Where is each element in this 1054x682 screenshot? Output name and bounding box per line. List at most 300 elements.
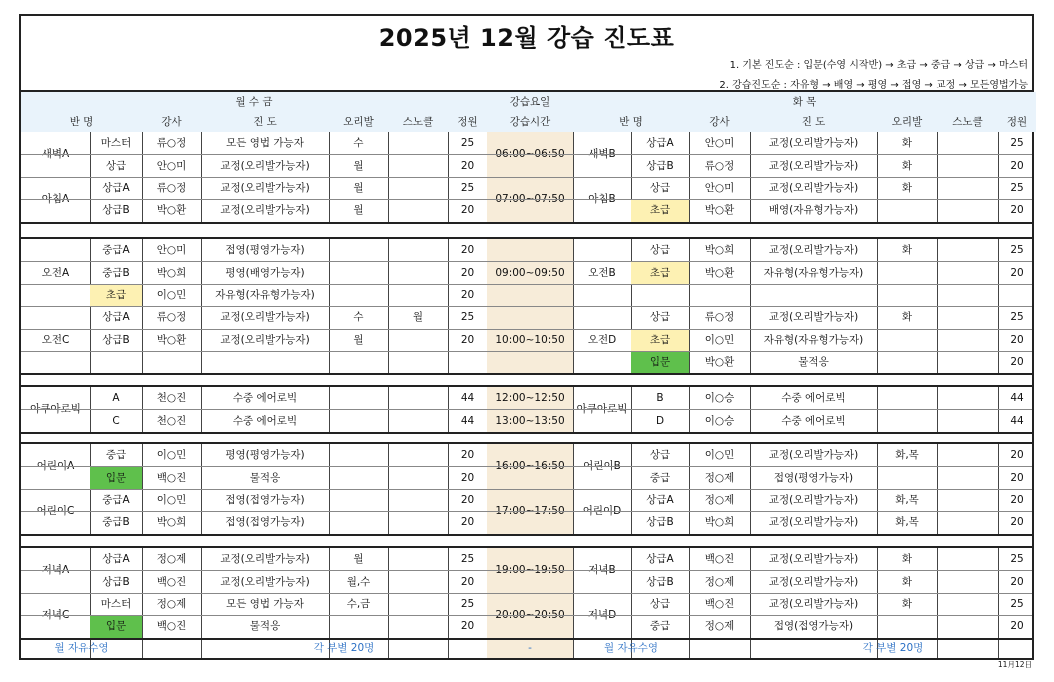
progress-cell: 접영(접영가능자) [225, 493, 305, 506]
level-cell: 입문 [90, 466, 142, 488]
instructor-cell: 이○민 [156, 449, 187, 462]
fins-cell: 화 [901, 244, 913, 257]
time-cell: 17:00~17:50 [487, 489, 573, 534]
capacity-cell: 20 [1010, 516, 1024, 529]
class-name-cell: 저녁A [41, 564, 70, 577]
level-cell: 상급A [646, 137, 674, 150]
instructor-cell: 류○정 [156, 137, 187, 150]
level-cell: 마스터 [100, 137, 132, 150]
capacity-cell: 20 [1010, 333, 1024, 346]
row-divider [21, 284, 1032, 285]
level-cell [631, 284, 689, 306]
row-divider [21, 177, 1032, 178]
capacity-cell: 25 [1010, 181, 1024, 194]
instructor-cell: 이○승 [704, 392, 735, 405]
instructor-cell: 박○희 [704, 516, 735, 529]
progress-cell: 교정(오리발가능자) [768, 493, 859, 506]
time-cell: 19:00~19:50 [487, 548, 573, 593]
level-cell: 상급B [102, 204, 130, 217]
fins-cell: 화 [901, 575, 913, 588]
fins-cell: 월 [353, 333, 364, 346]
fins-cell [329, 284, 388, 306]
fins-cell [329, 615, 388, 637]
level-cell [90, 351, 142, 373]
level-cell: 마스터 [100, 597, 132, 610]
snorkel-cell [388, 177, 448, 199]
fins-cell: 화 [901, 553, 913, 566]
level-cell: 초급 [90, 284, 142, 306]
progress-cell: 교정(오리발가능자) [768, 311, 859, 324]
column-header: 강사 [689, 112, 750, 132]
instructor-cell: 백○진 [704, 597, 735, 610]
progress-cell: 교정(오리발가능자) [768, 575, 859, 588]
snorkel-cell [937, 409, 998, 431]
progress-cell: 교정(오리발가능자) [768, 244, 859, 257]
instructor-cell: 박○환 [704, 204, 735, 217]
progress-cell: 교정(오리발가능자) [768, 516, 859, 529]
time-cell: 16:00~16:50 [487, 444, 573, 489]
instructor-cell: 류○정 [704, 311, 735, 324]
instructor-cell: 백○진 [156, 620, 187, 633]
level-cell: 중급 [649, 471, 671, 484]
fins-cell [329, 511, 388, 533]
snorkel-cell [937, 444, 998, 466]
time-cell: 06:00~06:50 [487, 132, 573, 177]
class-name-cell: 오전A [41, 266, 70, 279]
class-name-cell: 아쿠아로빅 [30, 403, 81, 416]
capacity-cell: 20 [460, 449, 475, 462]
progress-cell: 수중 에어로빅 [781, 414, 846, 427]
middle-footer: - [487, 638, 573, 658]
level-cell: 초급 [631, 199, 689, 221]
fins-cell [329, 466, 388, 488]
row-divider [21, 154, 1032, 155]
snorkel-cell [937, 239, 998, 261]
snorkel-cell [937, 466, 998, 488]
instructor-cell [689, 284, 750, 306]
capacity-cell: 20 [460, 333, 475, 346]
snorkel-cell [937, 261, 998, 283]
level-cell: C [112, 414, 120, 427]
progress-cell: 교정(오리발가능자) [768, 137, 859, 150]
capacity-cell: 44 [460, 392, 475, 405]
progress-cell [750, 284, 877, 306]
progress-cell: 평영(평영가능자) [225, 449, 305, 462]
fins-cell [329, 444, 388, 466]
instructor-cell: 정○제 [156, 553, 187, 566]
progress-cell: 자유형(자유형가능자) [763, 266, 864, 279]
fins-cell: 화 [901, 597, 913, 610]
fins-cell: 월 [353, 204, 364, 217]
progress-cell: 접영(접영가능자) [225, 516, 305, 529]
instructor-cell: 천○진 [156, 392, 187, 405]
progress-cell: 모든 영법 가능자 [226, 597, 304, 610]
page-title: 2025년 12월 강습 진도표 [378, 24, 675, 52]
schedule-sheet [19, 14, 1034, 660]
row-divider [21, 466, 1032, 467]
capacity-cell: 25 [1010, 553, 1024, 566]
level-cell: 중급A [102, 244, 130, 257]
snorkel-cell [388, 154, 448, 176]
level-cell: 상급B [646, 575, 674, 588]
capacity-cell: 20 [460, 575, 475, 588]
snorkel-cell [937, 615, 998, 637]
level-cell: 상급 [649, 244, 671, 257]
level-cell: 상급A [646, 493, 674, 506]
fins-cell [877, 409, 937, 431]
capacity-cell: 20 [1010, 356, 1024, 369]
column-header: 스노클 [388, 112, 448, 132]
capacity-cell: 44 [1010, 392, 1024, 405]
capacity-cell: 20 [1010, 620, 1024, 633]
progress-order-note: 1. 기본 진도순 : 입문(수영 시작반) → 초급 → 중급 → 상급 → 마스터 [729, 60, 1028, 71]
class-name-cell: 오전D [587, 333, 617, 346]
snorkel-cell [388, 548, 448, 570]
snorkel-cell [388, 261, 448, 283]
row-divider [21, 306, 1032, 307]
fins-cell [877, 351, 937, 373]
row-divider [21, 329, 1032, 330]
column-header: 강습시간 [487, 112, 573, 132]
instructor-cell: 박○환 [704, 266, 735, 279]
level-cell: 상급B [646, 159, 674, 172]
fins-cell: 수,금 [346, 597, 371, 610]
capacity-cell: 25 [460, 181, 475, 194]
capacity-cell: 25 [1010, 137, 1024, 150]
snorkel-cell [937, 351, 998, 373]
capacity-cell: 20 [1010, 159, 1024, 172]
capacity-cell: 20 [460, 516, 475, 529]
progress-cell: 수중 에어로빅 [232, 414, 298, 427]
level-cell: 상급B [646, 516, 674, 529]
level-cell: B [656, 392, 664, 405]
lesson-order-note: 2. 강습진도순 : 자유형 → 배영 → 평영 → 접영 → 교정 → 모든영법가능 [719, 80, 1028, 91]
progress-cell: 교정(오리발가능자) [768, 449, 859, 462]
snorkel-cell [937, 570, 998, 592]
fins-cell: 월 [353, 159, 364, 172]
snorkel-cell [937, 132, 998, 154]
capacity-cell: 20 [1010, 471, 1024, 484]
level-cell: 상급 [649, 311, 671, 324]
snorkel-cell [388, 570, 448, 592]
schedule-block [21, 385, 1032, 434]
fins-cell [877, 199, 937, 221]
instructor-cell: 천○진 [156, 414, 187, 427]
left-capacity-note: 각 부별 20명 [313, 641, 375, 654]
capacity-cell: 20 [1010, 449, 1024, 462]
snorkel-cell [388, 489, 448, 511]
instructor-cell: 이○민 [156, 288, 187, 301]
snorkel-cell [388, 511, 448, 533]
fins-cell [329, 409, 388, 431]
capacity-cell: 20 [460, 266, 475, 279]
instructor-cell: 백○진 [704, 553, 735, 566]
row-divider [21, 409, 1032, 410]
time-cell: 20:00~20:50 [487, 593, 573, 638]
instructor-cell: 류○정 [156, 181, 187, 194]
instructor-cell: 정○제 [704, 620, 735, 633]
snorkel-cell [388, 615, 448, 637]
progress-cell: 물적응 [798, 356, 829, 369]
left-free-swim-label: 월 자유수영 [54, 641, 109, 654]
snorkel-cell [388, 239, 448, 261]
time-cell: 10:00~10:50 [487, 306, 573, 373]
capacity-cell: 25 [460, 137, 475, 150]
class-name-cell: 저녁D [587, 609, 617, 622]
capacity-cell: 20 [460, 471, 475, 484]
capacity-cell: 25 [460, 597, 475, 610]
progress-cell: 교정(오리발가능자) [220, 553, 310, 566]
level-cell: 상급A [102, 311, 130, 324]
snorkel-cell [937, 593, 998, 615]
snorkel-cell [388, 409, 448, 431]
capacity-cell: 44 [460, 414, 475, 427]
progress-cell: 접영(평영가능자) [225, 244, 305, 257]
instructor-cell: 류○정 [704, 159, 735, 172]
column-header: 진 도 [750, 112, 877, 132]
level-cell: 상급A [102, 553, 130, 566]
fins-cell [329, 387, 388, 409]
level-cell: 초급 [631, 261, 689, 283]
row-divider [21, 489, 1032, 490]
progress-cell: 배영(자유형가능자) [768, 204, 859, 217]
level-cell: 상급 [649, 449, 671, 462]
instructor-cell: 안○미 [156, 159, 187, 172]
schedule-block [21, 237, 1032, 375]
progress-cell: 자유형(자유형가능자) [215, 288, 315, 301]
progress-cell: 교정(오리발가능자) [768, 159, 859, 172]
capacity-cell: 20 [1010, 266, 1024, 279]
progress-cell: 교정(오리발가능자) [768, 181, 859, 194]
level-cell: 입문 [90, 615, 142, 637]
column-header: 반 명 [21, 112, 142, 132]
class-name-cell: 아침B [588, 193, 616, 206]
instructor-cell: 박○환 [156, 333, 187, 346]
instructor-cell: 안○미 [156, 244, 187, 257]
snorkel-cell [388, 132, 448, 154]
snorkel-cell [937, 489, 998, 511]
snorkel-cell [937, 548, 998, 570]
capacity-cell [448, 351, 487, 373]
snorkel-cell [937, 154, 998, 176]
schedule-block [21, 546, 1032, 660]
snorkel-cell [937, 199, 998, 221]
fins-cell: 월 [353, 553, 364, 566]
fins-cell: 화,목 [895, 516, 919, 529]
time-cell: 13:00~13:50 [487, 409, 573, 431]
level-cell: 상급 [105, 159, 127, 172]
capacity-cell: 44 [1010, 414, 1024, 427]
fins-cell [329, 489, 388, 511]
snorkel-cell [937, 177, 998, 199]
snorkel-cell [937, 329, 998, 351]
column-header: 정원 [448, 112, 487, 132]
capacity-cell: 25 [1010, 311, 1024, 324]
class-name-cell: 아쿠아로빅 [576, 403, 628, 416]
instructor-cell: 이○민 [156, 493, 187, 506]
capacity-cell: 25 [460, 311, 475, 324]
capacity-cell: 20 [460, 159, 475, 172]
progress-cell: 교정(오리발가능자) [768, 597, 859, 610]
column-header: 진 도 [201, 112, 329, 132]
level-cell: D [655, 414, 665, 427]
capacity-cell: 20 [460, 288, 475, 301]
fins-cell: 화 [901, 311, 913, 324]
level-cell: 상급A [102, 181, 130, 194]
level-cell: 상급 [649, 181, 671, 194]
level-cell: 입문 [631, 351, 689, 373]
level-cell: 상급B [102, 333, 130, 346]
column-header: 강사 [142, 112, 201, 132]
row-divider [21, 615, 1032, 616]
fins-cell: 화,목 [895, 493, 919, 506]
time-cell: 12:00~12:50 [487, 387, 573, 409]
capacity-cell: 20 [1010, 493, 1024, 506]
fins-cell [329, 351, 388, 373]
instructor-cell: 안○미 [704, 181, 735, 194]
instructor-cell: 정○제 [156, 597, 187, 610]
instructor-cell: 정○제 [704, 493, 735, 506]
days-header-middle: 강습요일 [487, 92, 573, 112]
progress-cell: 교정(오리발가능자) [220, 333, 310, 346]
fins-cell [877, 261, 937, 283]
snorkel-cell [937, 511, 998, 533]
capacity-cell: 20 [460, 620, 475, 633]
capacity-cell: 20 [460, 493, 475, 506]
fins-cell [877, 387, 937, 409]
instructor-cell: 박○환 [704, 356, 735, 369]
progress-cell [201, 351, 329, 373]
progress-cell: 교정(오리발가능자) [220, 575, 310, 588]
snorkel-cell [937, 306, 998, 328]
level-cell: 중급B [102, 516, 130, 529]
snorkel-cell [388, 284, 448, 306]
class-name-cell: 새벽A [41, 148, 70, 161]
fins-cell: 화 [901, 137, 913, 150]
right-free-swim-label: 월 자유수영 [603, 641, 659, 654]
class-name-cell: 새벽B [588, 148, 616, 161]
fins-cell [877, 466, 937, 488]
snorkel-cell [388, 444, 448, 466]
class-name-cell: 어린이C [36, 505, 75, 518]
snorkel-cell [388, 199, 448, 221]
progress-cell: 접영(접영가능자) [773, 620, 854, 633]
progress-cell: 모든 영법 가능자 [226, 137, 304, 150]
fins-cell: 화 [901, 159, 913, 172]
row-divider [21, 511, 1032, 512]
column-header: 정원 [998, 112, 1036, 132]
progress-cell: 수중 에어로빅 [232, 392, 298, 405]
progress-cell: 접영(평영가능자) [773, 471, 854, 484]
capacity-cell: 20 [1010, 575, 1024, 588]
snorkel-cell [388, 593, 448, 615]
right-capacity-note: 각 부별 20명 [862, 641, 924, 654]
time-cell: 07:00~07:50 [487, 177, 573, 222]
schedule-block [21, 442, 1032, 536]
snorkel-cell [388, 329, 448, 351]
level-cell: 초급 [631, 329, 689, 351]
instructor-cell: 이○민 [704, 333, 735, 346]
progress-cell: 자유형(자유형가능자) [763, 333, 864, 346]
class-name-cell: 저녁B [588, 564, 616, 577]
column-header: 스노클 [937, 112, 998, 132]
date-note: 11月12日 [997, 660, 1032, 669]
footer-divider [21, 638, 1032, 640]
level-cell: 상급 [649, 597, 671, 610]
level-cell: 중급A [102, 493, 130, 506]
fins-cell [329, 239, 388, 261]
class-name-cell: 저녁C [41, 609, 70, 622]
progress-cell: 수중 에어로빅 [781, 392, 846, 405]
row-divider [21, 199, 1032, 200]
column-header: 오리발 [877, 112, 937, 132]
level-cell: 상급A [646, 553, 674, 566]
row-divider [21, 261, 1032, 262]
fins-cell [877, 615, 937, 637]
days-header-right: 화 목 [573, 92, 1036, 112]
time-cell: 09:00~09:50 [487, 239, 573, 306]
progress-cell: 물적응 [249, 471, 281, 484]
snorkel-cell [388, 351, 448, 373]
fins-cell [329, 261, 388, 283]
level-cell: 중급B [102, 266, 130, 279]
schedule-block [21, 90, 1032, 224]
progress-cell: 교정(오리발가능자) [220, 311, 310, 324]
snorkel-cell: 월 [412, 311, 424, 324]
snorkel-cell [937, 284, 998, 306]
snorkel-cell [937, 387, 998, 409]
fins-cell [877, 329, 937, 351]
class-name-cell: 아침A [41, 193, 70, 206]
instructor-cell: 류○정 [156, 311, 187, 324]
snorkel-cell [388, 387, 448, 409]
progress-cell: 교정(오리발가능자) [220, 159, 310, 172]
instructor-cell: 박○희 [156, 266, 187, 279]
progress-cell: 교정(오리발가능자) [768, 553, 859, 566]
instructor-cell: 백○진 [156, 575, 187, 588]
fins-cell: 수 [353, 311, 364, 324]
capacity-cell: 20 [1010, 204, 1024, 217]
level-cell: A [112, 392, 120, 405]
fins-cell [877, 284, 937, 306]
column-header: 반 명 [573, 112, 689, 132]
class-name-cell: 어린이B [583, 460, 621, 473]
fins-cell: 화,목 [895, 449, 919, 462]
progress-cell: 교정(오리발가능자) [220, 181, 310, 194]
instructor-cell: 정○제 [704, 575, 735, 588]
instructor-cell: 박○희 [156, 516, 187, 529]
capacity-cell: 20 [460, 204, 475, 217]
class-name-cell: 어린이D [582, 505, 622, 518]
capacity-cell: 25 [1010, 244, 1024, 257]
fins-cell: 월,수 [346, 575, 371, 588]
instructor-cell: 백○진 [156, 471, 187, 484]
snorkel-cell [388, 466, 448, 488]
level-cell: 상급B [102, 575, 130, 588]
row-divider [21, 570, 1032, 571]
level-cell: 중급 [649, 620, 671, 633]
days-header-left: 월 수 금 [21, 92, 487, 112]
fins-cell: 월 [353, 181, 364, 194]
row-divider [21, 593, 1032, 594]
capacity-cell: 25 [460, 553, 475, 566]
instructor-cell: 이○승 [704, 414, 735, 427]
instructor-cell [142, 351, 201, 373]
instructor-cell: 박○환 [156, 204, 187, 217]
row-divider [21, 351, 1032, 352]
progress-cell: 물적응 [249, 620, 281, 633]
class-name-cell: 어린이A [36, 460, 75, 473]
